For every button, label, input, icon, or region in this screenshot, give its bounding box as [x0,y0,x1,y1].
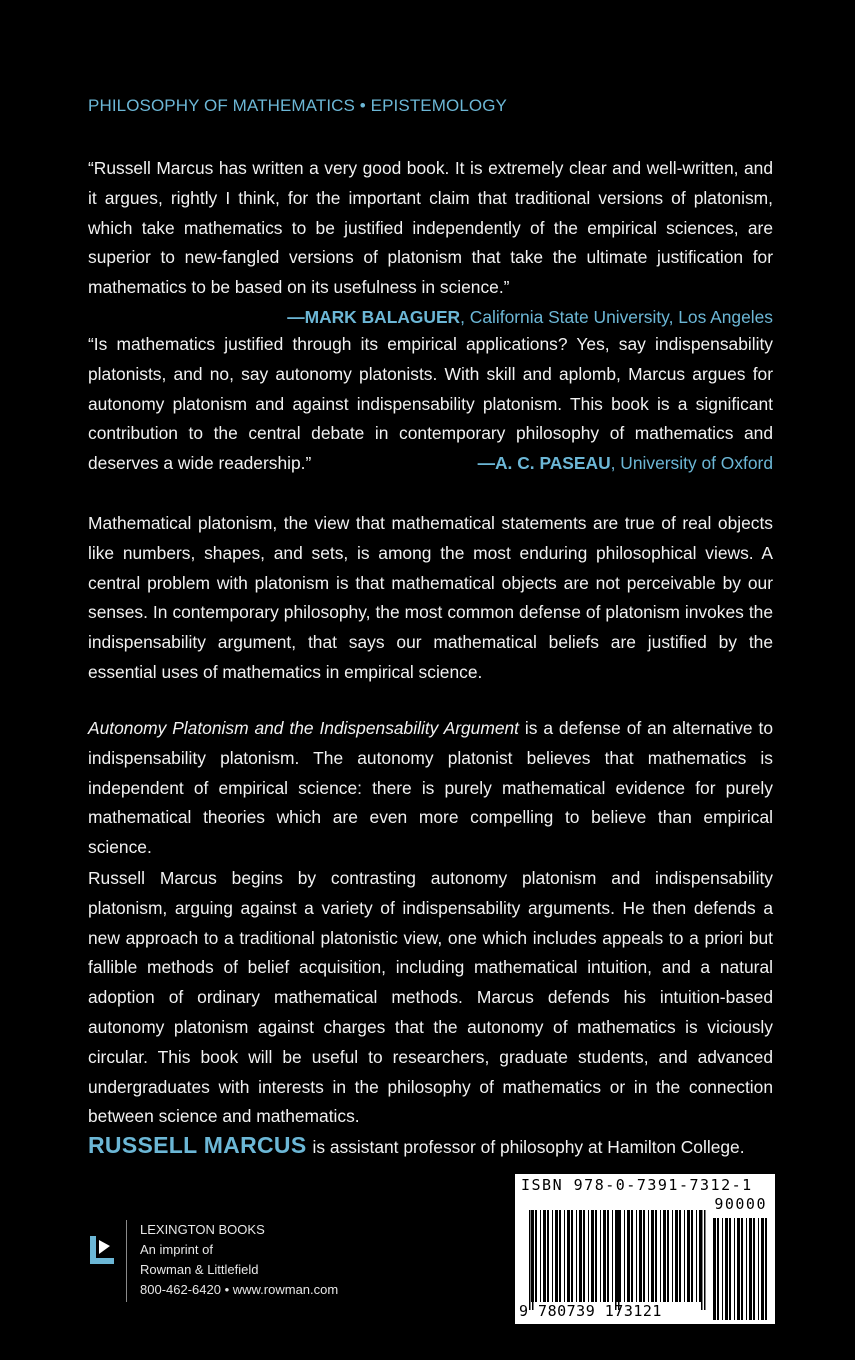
barcode-guard-bar [618,1210,620,1310]
publisher-divider [126,1220,127,1302]
publisher-name: LEXINGTON BOOKS [140,1222,265,1237]
barcode-bar [761,1218,764,1320]
publisher-parent: Rowman & Littlefield [140,1262,259,1277]
description-paragraph-3: Russell Marcus begins by contrasting autonomy platonism and indispensability platonism, arguing against a variety of indispensability arguments. He then defends a new approach to a traditional platonistic view, one which includes appeals to a priori but fallible methods of belief acquisition, including mathematical intuition, and a natural adoption of ordinary mathematical methods. Marcus defends his intuition-based autonomy platonism against charges that the autonomy of mathematics is viciously circular. This book will be useful to researchers, graduate students, and advanced undergraduates with interests in the philosophy of mathematics or in the connection between science and mathematics. [88,868,773,1127]
author-bio-text: is assistant professor of philosophy at Hamilton College. [312,1137,745,1157]
barcode-bar [722,1218,723,1320]
barcode-bar [691,1210,693,1302]
barcode-bar [758,1218,759,1320]
publisher-imprint-label: An imprint of [140,1242,213,1257]
barcode-bar [564,1210,565,1302]
publisher-logo-icon [88,1232,118,1273]
barcode-bar [555,1210,558,1302]
barcode-bar [749,1218,752,1320]
barcode-bar [571,1210,573,1302]
barcode-bar [600,1210,601,1302]
barcode-bar [717,1218,719,1320]
barcode-bar [675,1210,678,1302]
barcode-bar [679,1210,681,1302]
description-paragraph-1: Mathematical platonism, the view that mathematical statements are true of real objects like numbers, shapes, and sets, is among the most enduring philosophical views. A central problem with platonism is that mathematical objects are not perceivable by our senses. In contemporary philosophy, the most common defense of platonism invokes the indispensability argument, that says our mathematical beliefs are justified by the essential uses of mathematics in empirical science. [88,513,773,682]
barcode-guard-bar [532,1210,534,1310]
barcode-bar [535,1210,537,1302]
blurb-balaguer [88,154,773,333]
barcode-bar [672,1210,673,1302]
barcode-bar [725,1218,728,1320]
barcode-bar [588,1210,589,1302]
barcode-bar [559,1210,561,1302]
barcode-bar [576,1210,577,1302]
isbn-text: ISBN 978-0-7391-7312-1 [521,1176,753,1194]
barcode-bar [713,1218,716,1320]
barcode-bar [753,1218,755,1320]
barcode-bar [765,1218,767,1320]
barcode-guard-bar [529,1210,531,1310]
barcode-bar [603,1210,606,1302]
barcode-bar [540,1210,541,1302]
barcode-guard-bar [615,1210,617,1310]
barcode-bar [663,1210,666,1302]
barcode-bar [552,1210,553,1302]
description-paragraph-2-text: is a defense of an alternative to indispensability platonism. The autonomy platonist believes that mathematics is independent of empirical science: there is purely mathematical evidence for purely mathematical theories which are even more compelling to believe than empirical science. [88,718,773,858]
barcode-bar [651,1210,654,1302]
barcode-bar [543,1210,546,1302]
blurb-text: “Russell Marcus has written a very good book. It is extremely clear and well-written, and it argues, rightly I think, for the important claim that traditional versions of platonism, which take mathematics to be justified independently of the empirical sciences, are superior to new-fangled versions of platonism that take the ultimate justification for mathematics to be based on its usefulness in science.” [88,158,773,298]
blurb-text: “Is mathematics justified through its empirical applications? Yes, say indispensability platonists, and no, say autonomy platonists. With skill and aplomb, Marcus argues for autonomy platonism and against indispensability platonism. This book is a significant contribution to the central debate in contemporary philosophy of mathematics and deserves a wide readership.” [88,334,773,474]
barcode-bar [648,1210,649,1302]
blurb-attribution [478,449,773,479]
barcode-bar [591,1210,594,1302]
barcode-bar [624,1210,625,1302]
barcode-bar [583,1210,585,1302]
blurb-affiliation: , University of Oxford [610,453,773,474]
barcode-bar [627,1210,630,1302]
barcode-guard-bar [701,1210,703,1310]
barcode-bar [660,1210,661,1302]
book-title: Autonomy Platonism and the Indispensability Argument [88,718,519,738]
barcode-bar [684,1210,685,1302]
blurb-author: —MARK BALAGUER [287,306,461,327]
barcode-bar [643,1210,645,1302]
barcode-bar [696,1210,697,1302]
blurb-paseau [88,330,773,479]
barcode-bar [567,1210,570,1302]
barcode-bar [595,1210,597,1302]
barcode-bar [607,1210,609,1302]
category-heading: PHILOSOPHY OF MATHEMATICS • EPISTEMOLOGY [88,96,507,115]
price-code: 90000 [714,1195,767,1213]
barcode-guard-bar [704,1210,706,1310]
barcode-bar [655,1210,657,1302]
barcode-bar [737,1218,740,1320]
barcode-bar [687,1210,690,1302]
blurb-attribution [287,303,773,333]
author-name: RUSSELL MARCUS [88,1132,307,1158]
description-paragraph-2 [88,714,773,863]
barcode [515,1174,775,1324]
barcode-bar [579,1210,582,1302]
blurb-author: —A. C. PASEAU [477,453,611,474]
barcode-bar [734,1218,735,1320]
author-bio [88,1132,745,1159]
publisher-info [140,1220,338,1300]
barcode-bar [639,1210,642,1302]
barcode-bar [612,1210,613,1302]
barcode-bar [741,1218,743,1320]
barcode-bar [547,1210,549,1302]
barcode-bar [631,1210,633,1302]
barcode-bar [729,1218,731,1320]
blurb-affiliation: , California State University, Los Angeles [460,306,773,327]
barcode-bar [746,1218,747,1320]
publisher-contact: 800-462-6420 • www.rowman.com [140,1282,339,1297]
barcode-bar [667,1210,669,1302]
barcode-bar [636,1210,637,1302]
ean-digits: 9 780739 173121 [519,1302,662,1320]
